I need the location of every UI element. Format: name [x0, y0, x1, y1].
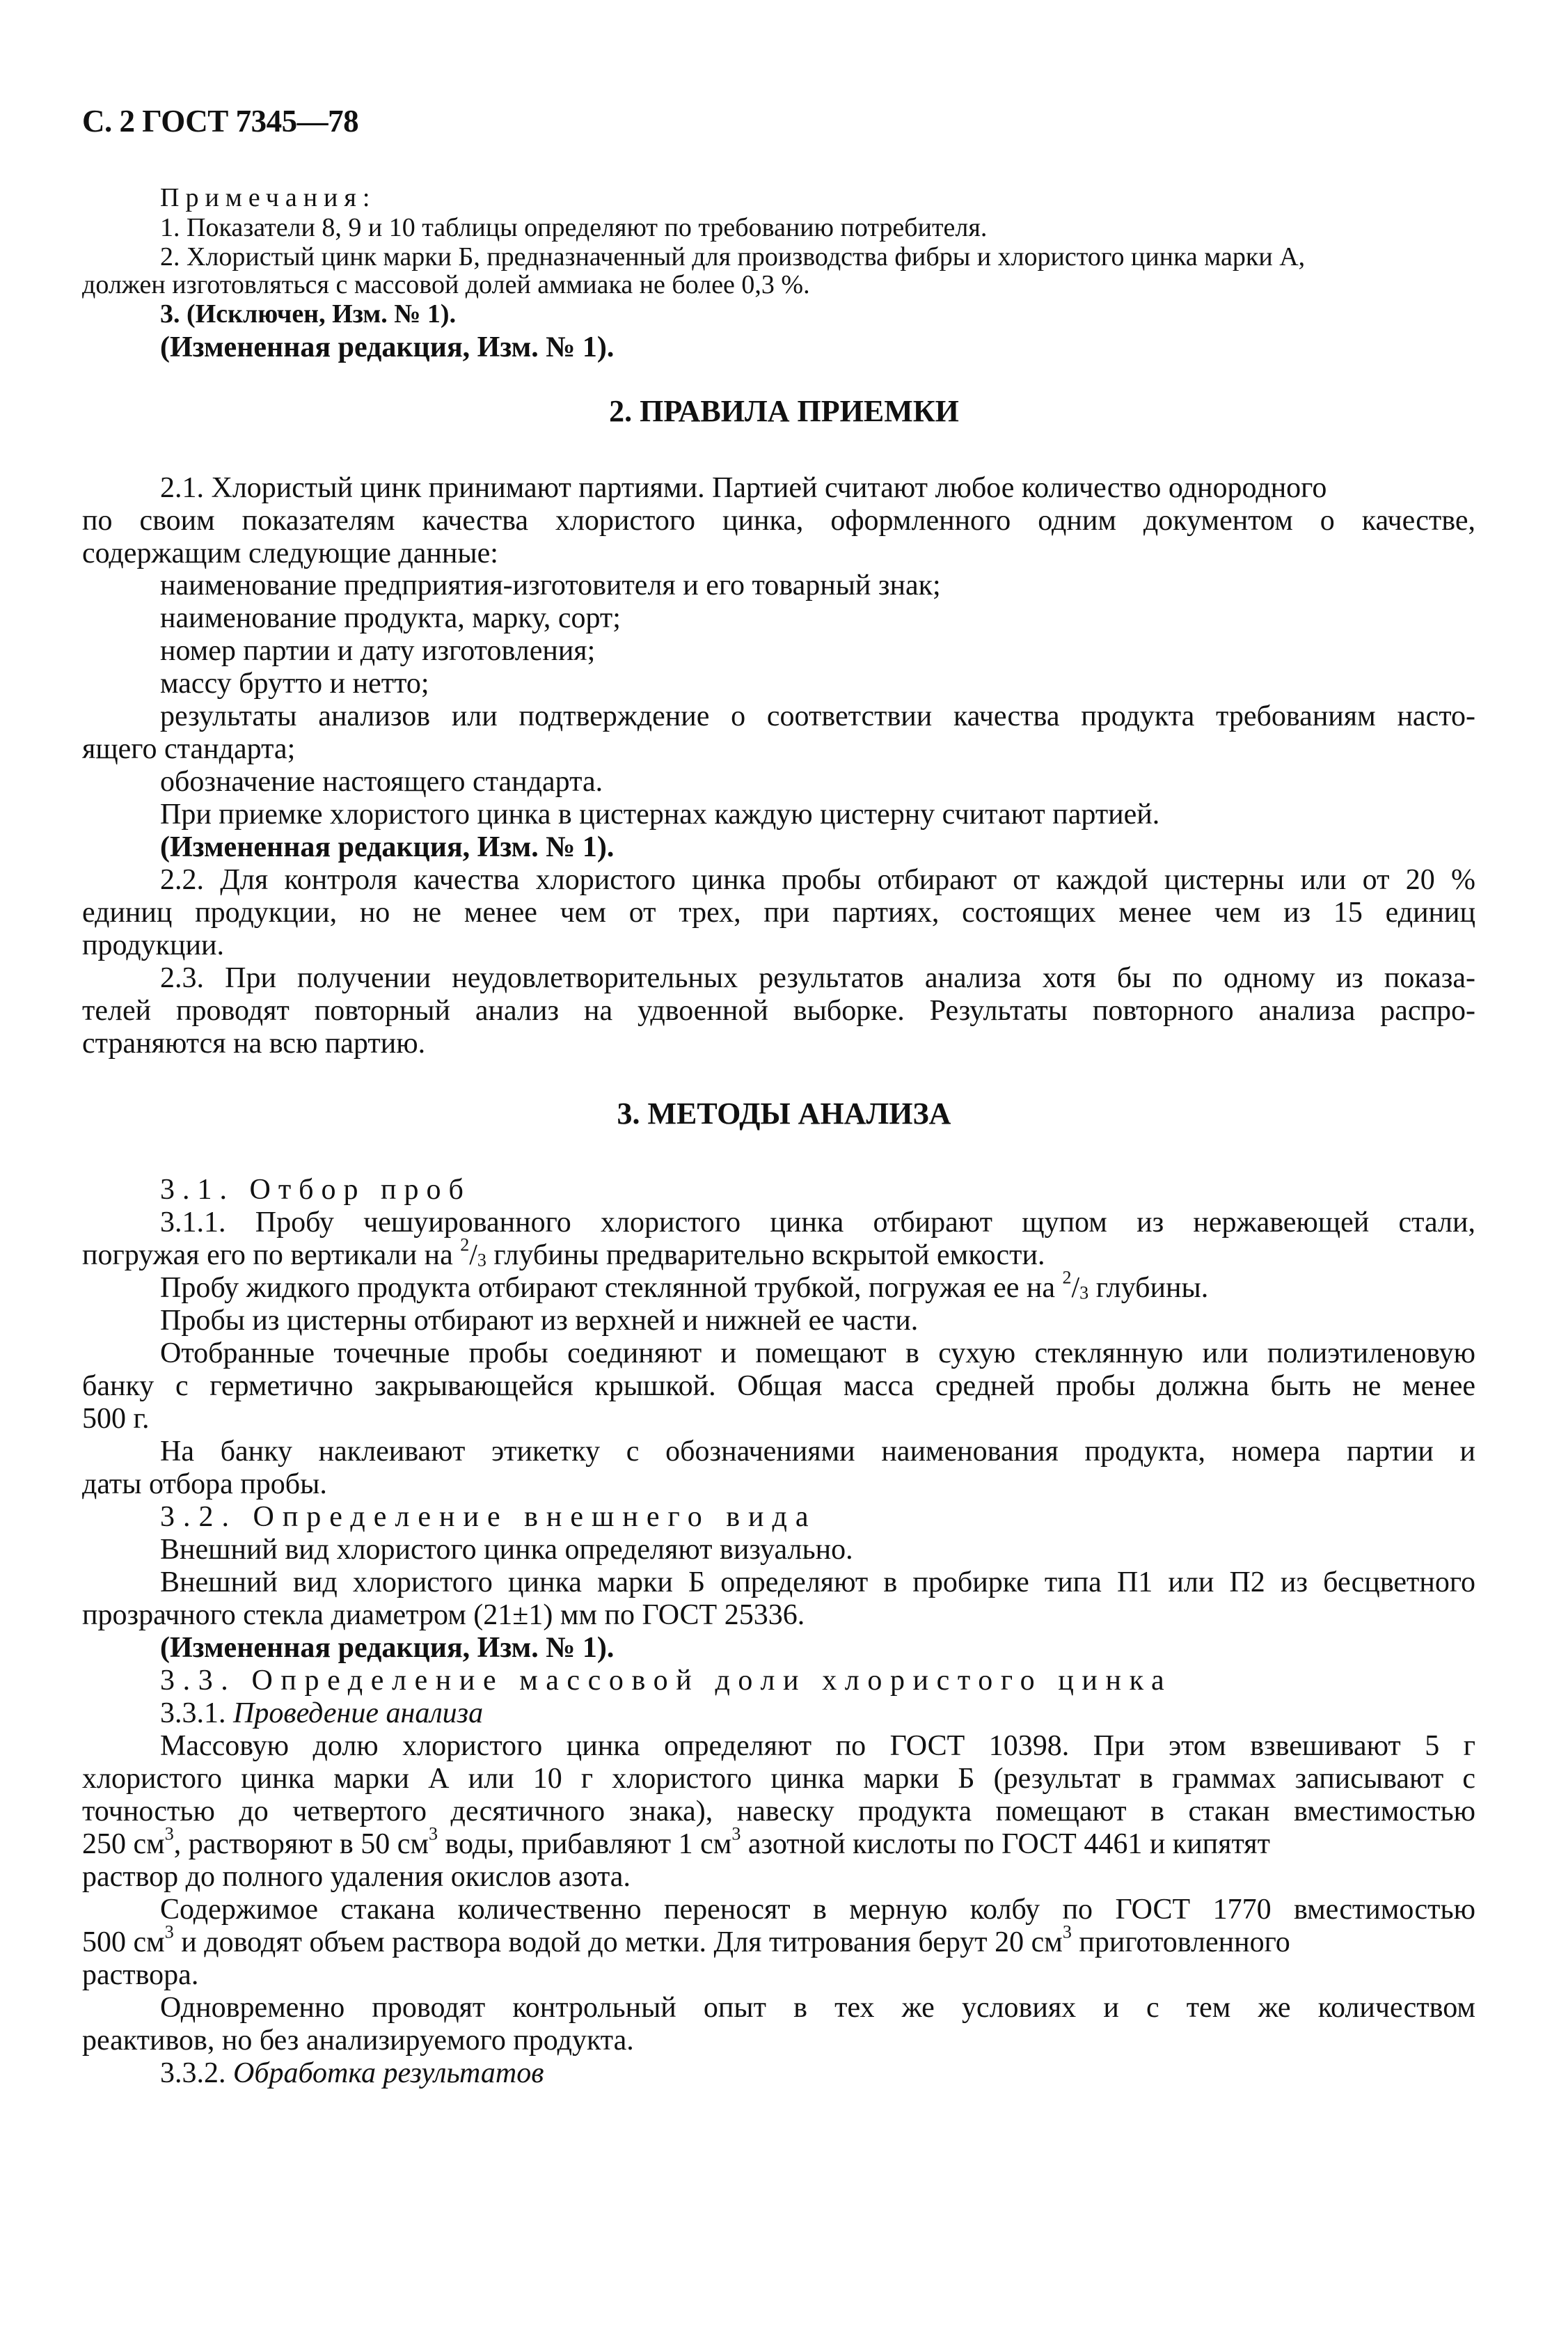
note-2-line-1: 2. Хлористый цинк марки Б, предназначенный для производства фибры и хлористого цинка марки А, [160, 242, 1306, 272]
subsection-3-1-title: 3.1. Отбор проб [160, 1174, 471, 1206]
para-3-3-1-line-10: реактивов, но без анализируемого продукта. [82, 2024, 634, 2057]
fraction-denominator-2: 3 [1079, 1282, 1089, 1303]
para-3-3-1-line-1: Массовую долю хлористого цинка определяют по ГОСТ 10398. При этом взвешивают 5 г [160, 1730, 1475, 1762]
notes-heading: Примечания: [160, 183, 377, 212]
note-2-line-2: должен изготовляться с массовой долей аммиака не более 0,3 %. [82, 270, 810, 299]
para-3-1-1-tanks: Пробы из цистерны отбирают из верхней и нижней ее части. [160, 1305, 919, 1337]
para-2-3-line-2: телей проводят повторный анализ на удвоенной выборке. Результаты повторного анализа распро- [82, 995, 1475, 1027]
section-2-title: 2. ПРАВИЛА ПРИЕМКИ [609, 394, 959, 428]
subsection-3-3-title: 3.3. Определение массовой доли хлористого цинка [160, 1665, 1173, 1697]
subsection-3-2-title: 3.2. Определение внешнего вида [160, 1501, 817, 1533]
superscript-3: 3 [164, 1823, 174, 1844]
para-3-3-1-line-9: Одновременно проводят контрольный опыт в тех же условиях и с тем же количеством [160, 1992, 1475, 2024]
fraction-numerator-2: 2 [1062, 1267, 1072, 1288]
subsection-3-3-2-name: Обработка результатов [233, 2057, 544, 2089]
volume-1: воды, прибавляют 1 см [438, 1828, 732, 1860]
para-3-1-1-label-line-1: На банку наклеивают этикетку с обозначениями наименования продукта, номера партии и [160, 1436, 1475, 1468]
para-3-1-1-line-2: погружая его по вертикали на $^2/_3$ глубины предварительно вскрытой емкости. [82, 1234, 1045, 1271]
para-3-3-1-line-4 [82, 1823, 1475, 1860]
para-2-1-tanks: При приемке хлористого цинка в цистернах каждую цистерну считают партией. [160, 799, 1160, 831]
para-3-3-1-line-8: раствора. [82, 1959, 199, 1991]
nitric-acid-text: азотной кислоты по ГОСТ 4461 и кипятят [741, 1828, 1270, 1860]
subsection-3-3-1-number: 3.3.1. [160, 1697, 233, 1729]
prepared-text: приготовленного [1071, 1926, 1290, 1958]
subsection-3-3-1-name: Проведение анализа [233, 1697, 484, 1729]
superscript-3d: 3 [164, 1921, 174, 1942]
list-item-product: наименование продукта, марку, сорт; [160, 602, 621, 634]
para-3-1-1-combine-line-1: Отобранные точечные пробы соединяют и помещают в сухую стеклянную или полиэтиленовую [160, 1337, 1475, 1369]
subsection-3-3-1-title [160, 1699, 483, 1728]
para-3-1-1-line-2-end: глубины предварительно вскрытой емкости. [486, 1239, 1045, 1271]
fraction-denominator: 3 [477, 1250, 486, 1271]
note-3: 3. (Исключен, Изм. № 1). [160, 299, 457, 329]
para-3-1-1-liquid: Пробу жидкого продукта отбирают стеклянной трубкой, погружая ее на $^2/_3$ глубины. [160, 1267, 1209, 1304]
para-3-1-1-liquid-end: глубины. [1088, 1272, 1209, 1304]
list-item-standard: обозначение настоящего стандарта. [160, 766, 603, 798]
para-2-3-line-1: 2.3. При получении неудовлетворительных результатов анализа хотя бы по одному из показа- [160, 962, 1475, 994]
list-item-manufacturer: наименование предприятия-изготовителя и его товарный знак; [160, 569, 941, 601]
notes-amendment: (Измененная редакция, Изм. № 1). [160, 331, 615, 363]
para-3-2-line-3: прозрачного стекла диаметром (21±1) мм по ГОСТ 25336. [82, 1599, 805, 1631]
list-item-mass: массу брутто и нетто; [160, 668, 429, 700]
para-3-3-1-line-7 [82, 1921, 1290, 1958]
subsection-3-3-2-title [160, 2059, 544, 2088]
list-item-results-line-2: ящего стандарта; [82, 733, 296, 765]
para-2-3-line-3: страняются на всю партию. [82, 1028, 426, 1060]
para-3-3-1-line-6: Содержимое стакана количественно переносят в мерную колбу по ГОСТ 1770 вместимостью [160, 1894, 1475, 1926]
para-3-1-1-line-1: 3.1.1. Пробу чешуированного хлористого цинка отбирают щупом из нержавеющей стали, [160, 1206, 1475, 1239]
volume-50: , растворяют в 50 см [173, 1828, 429, 1860]
page-header: С. 2 ГОСТ 7345—78 [82, 104, 359, 139]
subsection-3-3-2-number: 3.3.2. [160, 2057, 233, 2089]
para-2-1-line-1 [160, 473, 1475, 503]
list-item-results-line-1: результаты анализов или подтверждение о соответствии качества продукта требованиям насто- [160, 700, 1475, 732]
para-3-1-1-combine-line-3: 500 г. [82, 1403, 150, 1435]
para-2-2-line-3: продукции. [82, 929, 224, 961]
para-2-1-line-3: содержащим следующие данные: [82, 537, 498, 569]
para-2-2-line-2: единиц продукции, но не менее чем от трех, при партиях, состоящих менее чем из 15 единиц [82, 897, 1475, 929]
para-2-2-line-1: 2.2. Для контроля качества хлористого цинка пробы отбирают от каждой цистерны или от 20 % [160, 864, 1475, 896]
volume-250: 250 см [82, 1828, 165, 1860]
section-3-title: 3. МЕТОДЫ АНАЛИЗА [617, 1096, 951, 1131]
list-item-batch: номер партии и дату изготовления; [160, 635, 596, 667]
para-3-1-1-combine-line-2: банку с герметично закрывающейся крышкой. Общая масса средней пробы должна быть не менее [82, 1370, 1475, 1402]
para-3-3-1-line-5: раствор до полного удаления окислов азота. [82, 1861, 631, 1893]
para-3-3-1-line-4-part-a [82, 1823, 1270, 1860]
para-3-1-1-line-2-start: погружая его по вертикали на [82, 1239, 461, 1271]
titration-text: и доводят объем раствора водой до метки. Для титрования берут 20 см [173, 1926, 1063, 1958]
para-3-1-1-liquid-start: Пробу жидкого продукта отбирают стеклянной трубкой, погружая ее на [160, 1272, 1063, 1304]
note-1: 1. Показатели 8, 9 и 10 таблицы определяют по требованию потребителя. [160, 213, 988, 242]
para-3-1-1-label-line-2: даты отбора пробы. [82, 1468, 327, 1500]
superscript-3b: 3 [428, 1823, 438, 1844]
para-3-3-1-line-2: хлористого цинка марки А или 10 г хлористого цинка марки Б (результат в граммах записывают с [82, 1763, 1475, 1795]
superscript-3c: 3 [731, 1823, 741, 1844]
para-3-2-line-2: Внешний вид хлористого цинка марки Б определяют в пробирке типа П1 или П2 из бесцветного [160, 1566, 1475, 1598]
para-3-2-line-1: Внешний вид хлористого цинка определяют визуально. [160, 1534, 853, 1566]
para-2-1-line-2: по своим показателям качества хлористого цинка, оформленного одним документом о качестве, [82, 505, 1475, 537]
fraction-numerator: 2 [460, 1234, 470, 1255]
superscript-3e: 3 [1062, 1921, 1072, 1942]
para-2-1-text-1: 2.1. Хлористый цинк принимают партиями. Партией считают любое количество однородного [160, 472, 1327, 504]
volume-500: 500 см [82, 1926, 165, 1958]
para-3-3-1-line-3: точностью до четвертого десятичного знака), навеску продукта помещают в стакан вместимостью [82, 1795, 1475, 1827]
section-2-amendment: (Измененная редакция, Изм. № 1). [160, 831, 615, 863]
section-3-2-amendment: (Измененная редакция, Изм. № 1). [160, 1632, 615, 1664]
